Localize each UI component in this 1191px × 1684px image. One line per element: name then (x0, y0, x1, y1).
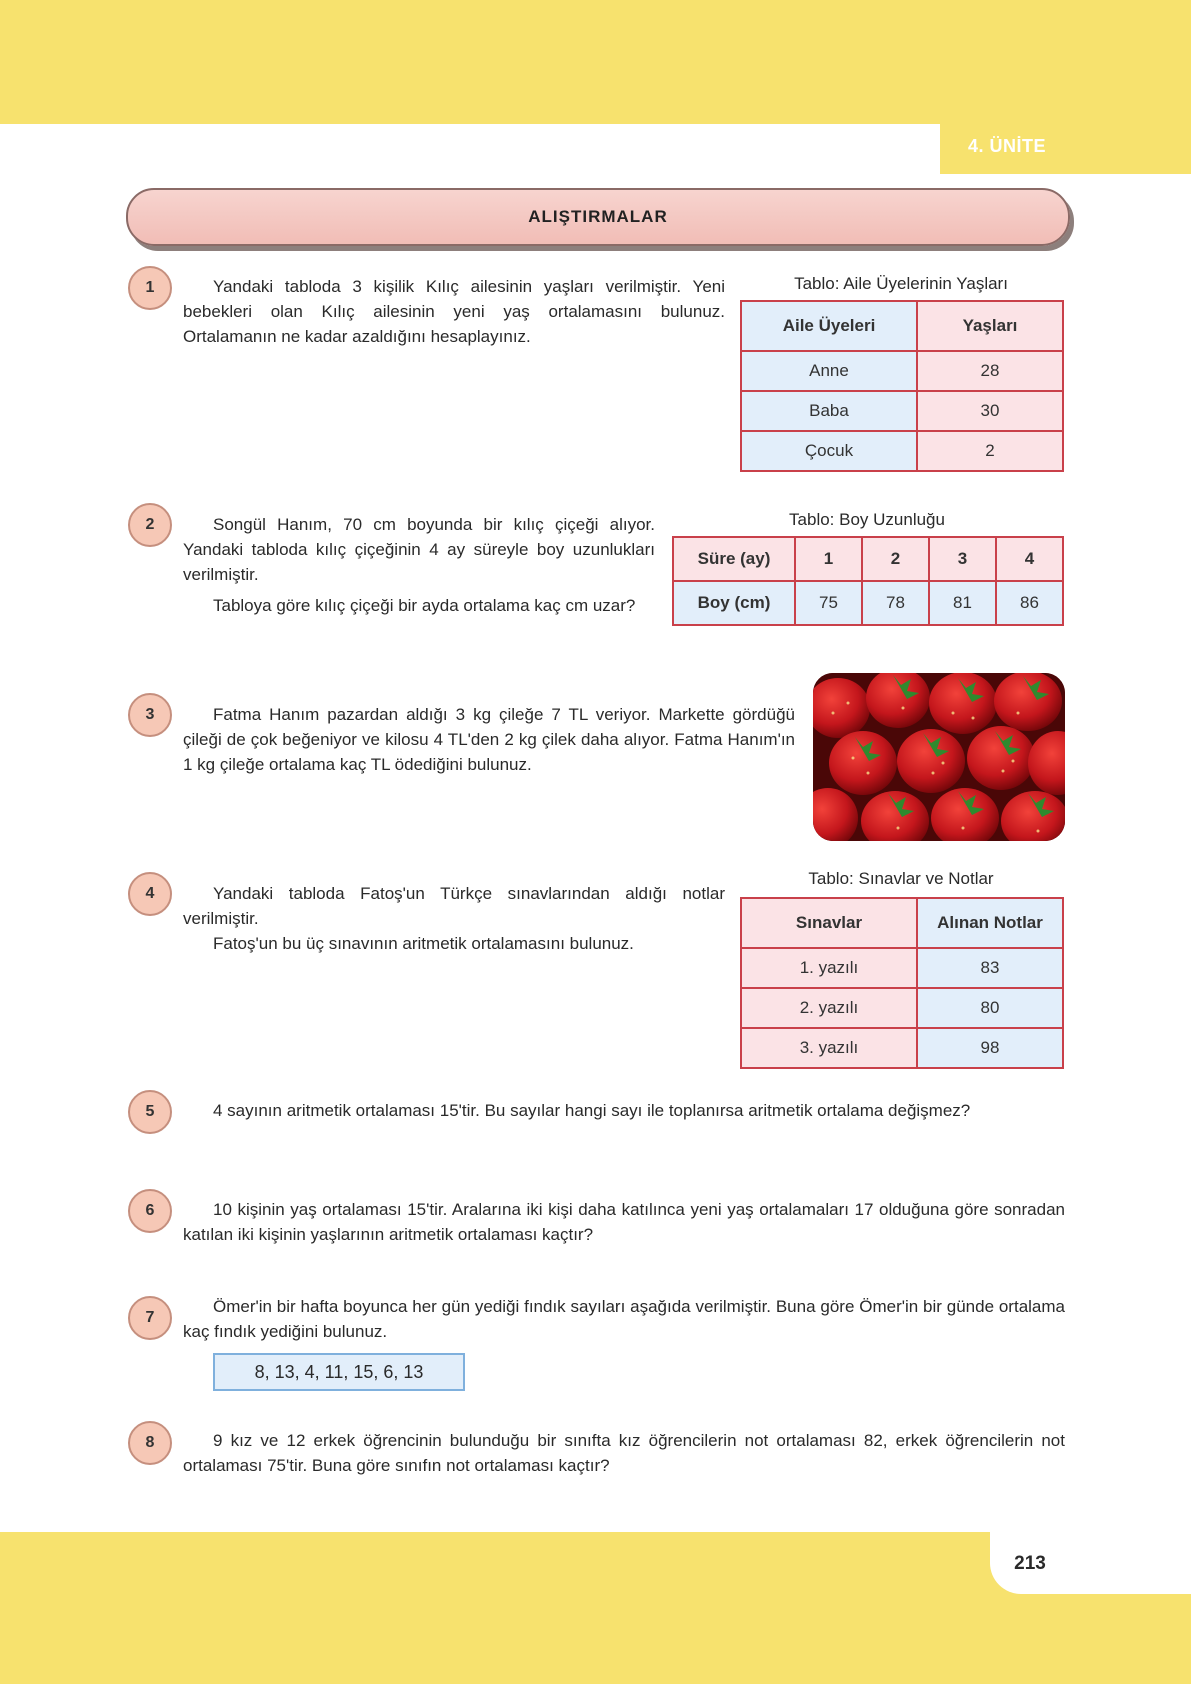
question-number-7: 7 (128, 1296, 172, 1340)
strawberries-photo (813, 673, 1065, 841)
question-1-paragraph: Yandaki tabloda 3 kişilik Kılıç ailesinin yaşları verilmiştir. Yeni bebekleri olan Kılıç ailesinin yeni yaş ortalamasını bulunuz. Ortalamanın ne kadar azaldığını hesaplayınız. (183, 277, 725, 346)
question-8-text (183, 1428, 1065, 1478)
table-cell: 1. yazılı (741, 948, 917, 988)
table-1-caption: Tablo: Aile Üyelerinin Yaşları (794, 274, 1008, 293)
question-7-text (183, 1294, 1065, 1344)
question-6-paragraph: 10 kişinin yaş ortalaması 15'tir. Aralarına iki kişi daha katılınca yeni yaş ortalamaları 17 olduğuna göre sonradan katılan iki kişinin yaşlarının aritmetik ortalaması kaçtır? (183, 1200, 1065, 1244)
question-number-8: 8 (128, 1421, 172, 1465)
table-header: 4 (996, 537, 1063, 581)
table-header: Aile Üyeleri (741, 301, 917, 351)
table-cell: 86 (996, 581, 1063, 625)
table-cell: 30 (917, 391, 1063, 431)
table-2-caption: Tablo: Boy Uzunluğu (789, 510, 945, 529)
table-header: Süre (ay) (673, 537, 795, 581)
numbers-box: 8, 13, 4, 11, 15, 6, 13 (213, 1353, 465, 1391)
plant-length-table (672, 536, 1064, 626)
question-1-text (183, 274, 725, 349)
question-2-text (183, 512, 655, 618)
question-6-text (183, 1197, 1065, 1247)
strawberries-illustration (813, 673, 1065, 841)
table-cell: 2. yazılı (741, 988, 917, 1028)
exam-grades-table (740, 897, 1064, 1069)
header-cutout (0, 124, 950, 184)
table-cell: 98 (917, 1028, 1063, 1068)
family-ages-table (740, 300, 1064, 472)
page-number: 213 (1014, 1553, 1046, 1574)
section-title: ALIŞTIRMALAR (126, 188, 1070, 246)
table-cell: 81 (929, 581, 996, 625)
question-number-4: 4 (128, 872, 172, 916)
table-cell: 80 (917, 988, 1063, 1028)
unit-label: 4. ÜNİTE (968, 136, 1047, 156)
table-4-caption: Tablo: Sınavlar ve Notlar (808, 869, 994, 888)
question-2-paragraph: Tabloya göre kılıç çiçeği bir ayda ortalama kaç cm uzar? (213, 596, 636, 615)
table-cell: 28 (917, 351, 1063, 391)
question-number-5: 5 (128, 1090, 172, 1134)
question-3-paragraph: Fatma Hanım pazardan aldığı 3 kg çileğe 7 TL veriyor. Markette gördüğü çileği de çok beğeniyor ve kilosu 4 TL'den 2 kg çilek daha alıyor. Fatma Hanım'ın 1 kg çileğe ortalama kaç TL ödediğini bulunuz. (183, 705, 795, 774)
table-header: 3 (929, 537, 996, 581)
question-5-text (183, 1098, 1065, 1123)
table-header: Yaşları (917, 301, 1063, 351)
question-4-paragraph: Fatoş'un bu üç sınavının aritmetik ortalamasını bulunuz. (213, 934, 634, 953)
question-3-text (183, 702, 795, 777)
table-cell: 75 (795, 581, 862, 625)
table-cell: Anne (741, 351, 917, 391)
table-cell: 83 (917, 948, 1063, 988)
question-4-text (183, 881, 725, 956)
table-cell: Baba (741, 391, 917, 431)
question-7-paragraph: Ömer'in bir hafta boyunca her gün yediği fındık sayıları aşağıda verilmiştir. Buna göre Ömer'in bir günde ortalama kaç fındık yediğini bulunuz. (183, 1297, 1065, 1341)
top-band (0, 0, 1191, 124)
table-cell: Çocuk (741, 431, 917, 471)
question-number-3: 3 (128, 693, 172, 737)
question-4-paragraph: Yandaki tabloda Fatoş'un Türkçe sınavlarından aldığı notlar verilmiştir. (183, 884, 725, 928)
question-5-paragraph: 4 sayının aritmetik ortalaması 15'tir. Bu sayılar hangi sayı ile toplanırsa aritmetik ortalama değişmez? (213, 1101, 971, 1120)
table-cell: 3. yazılı (741, 1028, 917, 1068)
table-header: 1 (795, 537, 862, 581)
question-number-6: 6 (128, 1189, 172, 1233)
table-header: Boy (cm) (673, 581, 795, 625)
question-number-2: 2 (128, 503, 172, 547)
question-2-paragraph: Songül Hanım, 70 cm boyunda bir kılıç çiçeği alıyor. Yandaki tabloda kılıç çiçeğinin 4 ay süreyle boy uzunlukları verilmiştir. (183, 515, 655, 584)
table-cell: 2 (917, 431, 1063, 471)
table-header: 2 (862, 537, 929, 581)
question-8-paragraph: 9 kız ve 12 erkek öğrencinin bulunduğu bir sınıfta kız öğrencilerin not ortalaması 82, erkek öğrencilerin not ortalaması 75'tir. Buna göre sınıfın not ortalaması kaçtır? (183, 1431, 1065, 1475)
question-number-1: 1 (128, 266, 172, 310)
table-cell: 78 (862, 581, 929, 625)
table-header: Alınan Notlar (917, 898, 1063, 948)
table-header: Sınavlar (741, 898, 917, 948)
